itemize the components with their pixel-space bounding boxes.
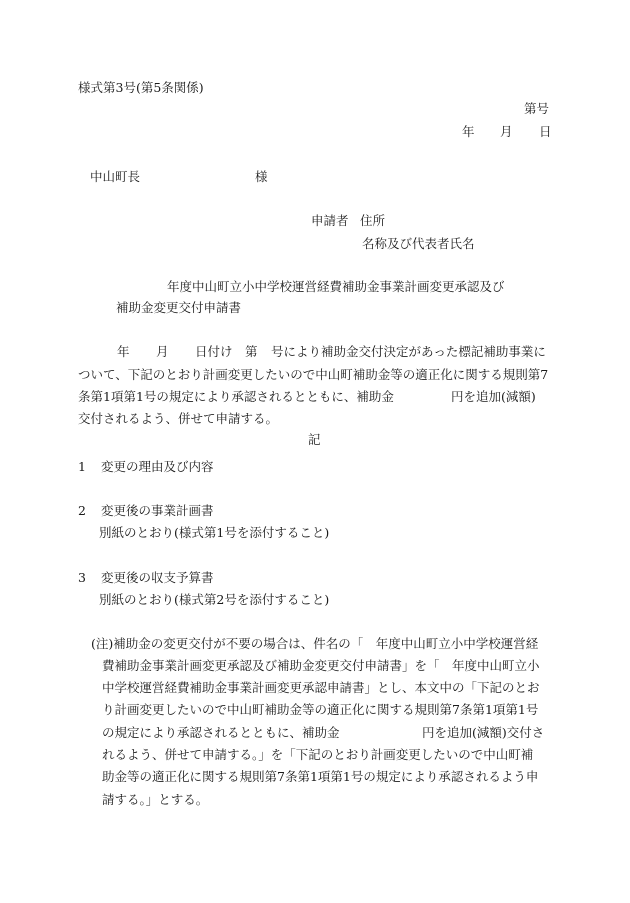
applicant-address-label: 住所 [360, 213, 386, 228]
body-no-prefix: 第 [245, 344, 258, 359]
item-title: 変更の理由及び内容 [101, 459, 214, 474]
addressee-honorific: 様 [255, 169, 268, 184]
note-line-7: 助金等の適正化に関する規則第7条第1項第1号の規定により承認されるよう申 [102, 769, 539, 784]
item-detail: 別紙のとおり(様式第1号を添付すること) [99, 525, 330, 540]
applicant-label: 申請者 [311, 213, 349, 228]
ki-heading: 記 [308, 432, 321, 447]
body-year: 年 [117, 344, 130, 359]
doc-number: 第号 [524, 101, 550, 116]
note-line-4: り計画変更したいので中山町補助金等の適正化に関する規則第7条第1項第1号 [102, 702, 539, 717]
body-month: 月 [156, 344, 169, 359]
addressee-name: 中山町長 [90, 169, 141, 184]
item-number: 2 [78, 503, 86, 518]
item-number: 1 [78, 459, 86, 474]
form-label: 様式第3号(第5条関係) [78, 80, 204, 95]
note-line-6: れるよう、併せて申請する。」を「下記のとおり計画変更したいので中山町補 [102, 747, 534, 762]
item-title: 変更後の収支予算書 [101, 570, 214, 585]
date-day: 日 [539, 124, 552, 139]
date-year: 年 [462, 124, 475, 139]
body-line-4: 交付されるよう、併せて申請する。 [78, 411, 279, 426]
item-number: 3 [78, 570, 86, 585]
note-line-1: (注)補助金の変更交付が不要の場合は、件名の「 年度中山町立小中学校運営経 [91, 636, 539, 651]
note-line-2: 費補助金事業計画変更承認及び補助金変更交付申請書」を「 年度中山町立小 [102, 658, 540, 673]
item-detail: 別紙のとおり(様式第2号を添付すること) [99, 592, 330, 607]
note-line-3: 中学校運営経費補助金事業計画変更承認申請書」とし、本文中の「下記のとお [102, 680, 540, 695]
note-line-5a: の規定により承認されるとともに、補助金 [102, 725, 340, 740]
body-line-3a: 条第1項第1号の規定により承認されるとともに、補助金 [78, 389, 394, 404]
body-line-1-text: 号により補助金交付決定があった標記補助事業に [271, 344, 546, 359]
body-day-dated: 日付け [195, 344, 233, 359]
date-month: 月 [500, 124, 513, 139]
title-line-1: 年度中山町立小中学校運営経費補助金事業計画変更承認及び [167, 279, 505, 294]
applicant-name-label: 名称及び代表者氏名 [362, 236, 475, 251]
note-line-5b: 円を追加(減額)交付さ [422, 725, 545, 740]
item-title: 変更後の事業計画書 [101, 503, 214, 518]
note-line-8: 請する。」とする。 [102, 792, 209, 807]
body-line-3b: 円を追加(減額) [451, 389, 536, 404]
body-line-2: ついて、下記のとおり計画変更したいので中山町補助金等の適正化に関する規則第7 [78, 367, 549, 382]
title-line-2: 補助金変更交付申請書 [116, 300, 242, 315]
